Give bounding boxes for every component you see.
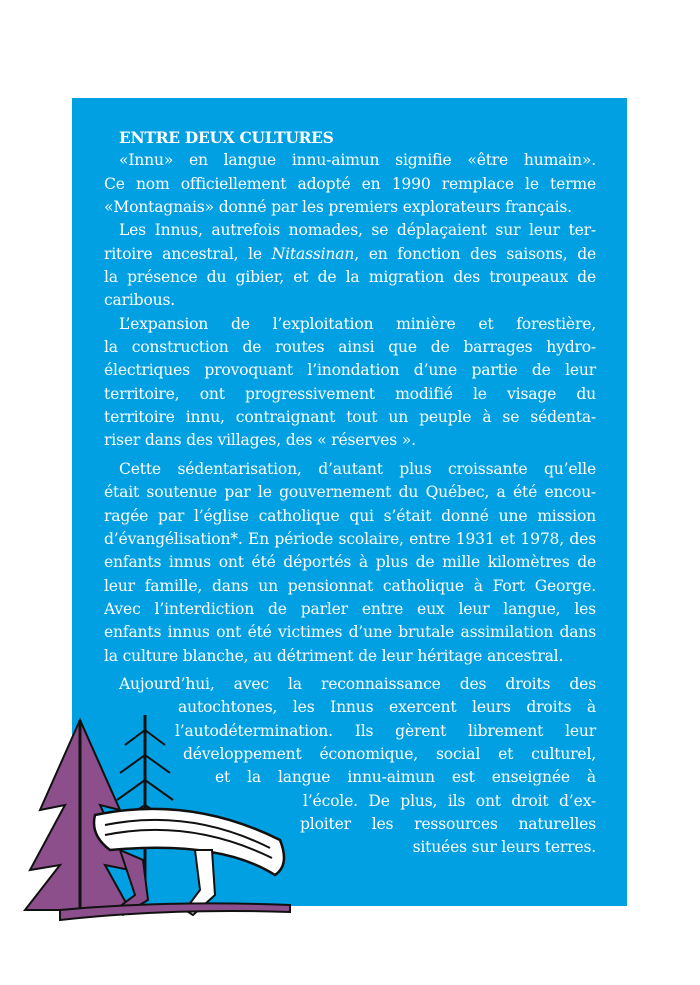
text-line: territoire, ont progressivement modifié le visage du <box>104 384 596 403</box>
paragraph <box>104 313 596 453</box>
text-line: ploiter les ressources naturelles <box>300 814 596 833</box>
text-line: l’école. De plus, ils ont droit d’ex- <box>303 791 596 810</box>
text-line: enfants innus ont été victimes d’une brutale assimilation dans <box>104 623 596 642</box>
text-line: la présence du gibier, et de la migration des troupeaux de <box>104 268 596 287</box>
text-line: leur famille, dans un pensionnat catholique à Fort George. <box>104 576 596 595</box>
article-text <box>104 126 596 865</box>
text-line: la culture blanche, au détriment de leur héritage ancestral. <box>104 646 564 665</box>
text-line: développement économique, social et culturel, <box>183 744 596 763</box>
text-line: riser dans des villages, des « réserves ». <box>104 431 416 450</box>
section-title: ENTRE DEUX CULTURES <box>119 128 334 147</box>
text-line: l’autodétermination. Ils gèrent librement leur <box>175 721 596 740</box>
text-line: «Montagnais» donné par les premiers explorateurs français. <box>104 198 572 217</box>
text-line: enfants innus ont été déportés à plus de mille kilomètres de <box>104 553 596 572</box>
text-line: d’évangélisation*. En période scolaire, entre 1931 et 1978, des <box>104 529 596 548</box>
text-line: ritoire ancestral, le Nitassinan, en fonction des saisons, de <box>104 244 597 263</box>
text-line: Cette sédentarisation, d’autant plus croissante qu’elle <box>119 459 596 478</box>
paragraph <box>104 458 596 668</box>
text-line: Ce nom officiellement adopté en 1990 remplace le terme <box>104 174 596 193</box>
text-line: territoire innu, contraignant tout un peuple à se sédenta- <box>104 408 596 427</box>
text-line: autochtones, les Innus exercent leurs droits à <box>178 698 596 717</box>
text-line: Les Innus, autrefois nomades, se déplaçaient sur leur ter- <box>119 221 596 240</box>
paragraph <box>104 149 596 219</box>
text-line: la construction de routes ainsi que de barrages hydro- <box>104 338 596 357</box>
text-line: et la langue innu-aimun est enseignée à <box>215 768 596 787</box>
text-line: ragée par l’église catholique qui s’était donné une mission <box>104 506 596 525</box>
paragraph <box>104 673 596 860</box>
paragraph <box>104 219 596 312</box>
text-line: L’expansion de l’exploitation minière et forestière, <box>119 314 596 333</box>
text-line: était soutenue par le gouvernement du Québec, a été encou- <box>104 483 596 502</box>
text-line: électriques provoquant l’inondation d’une partie de leur <box>104 361 596 380</box>
text-line: «Innu» en langue innu-aimun signifie «être humain». <box>119 151 596 170</box>
text-line: Aujourd’hui, avec la reconnaissance des droits des <box>119 674 596 693</box>
text-line: Avec l’interdiction de parler entre eux leur langue, les <box>104 599 596 618</box>
text-line: caribous. <box>104 291 176 310</box>
text-line: situées sur leurs terres. <box>412 838 596 857</box>
